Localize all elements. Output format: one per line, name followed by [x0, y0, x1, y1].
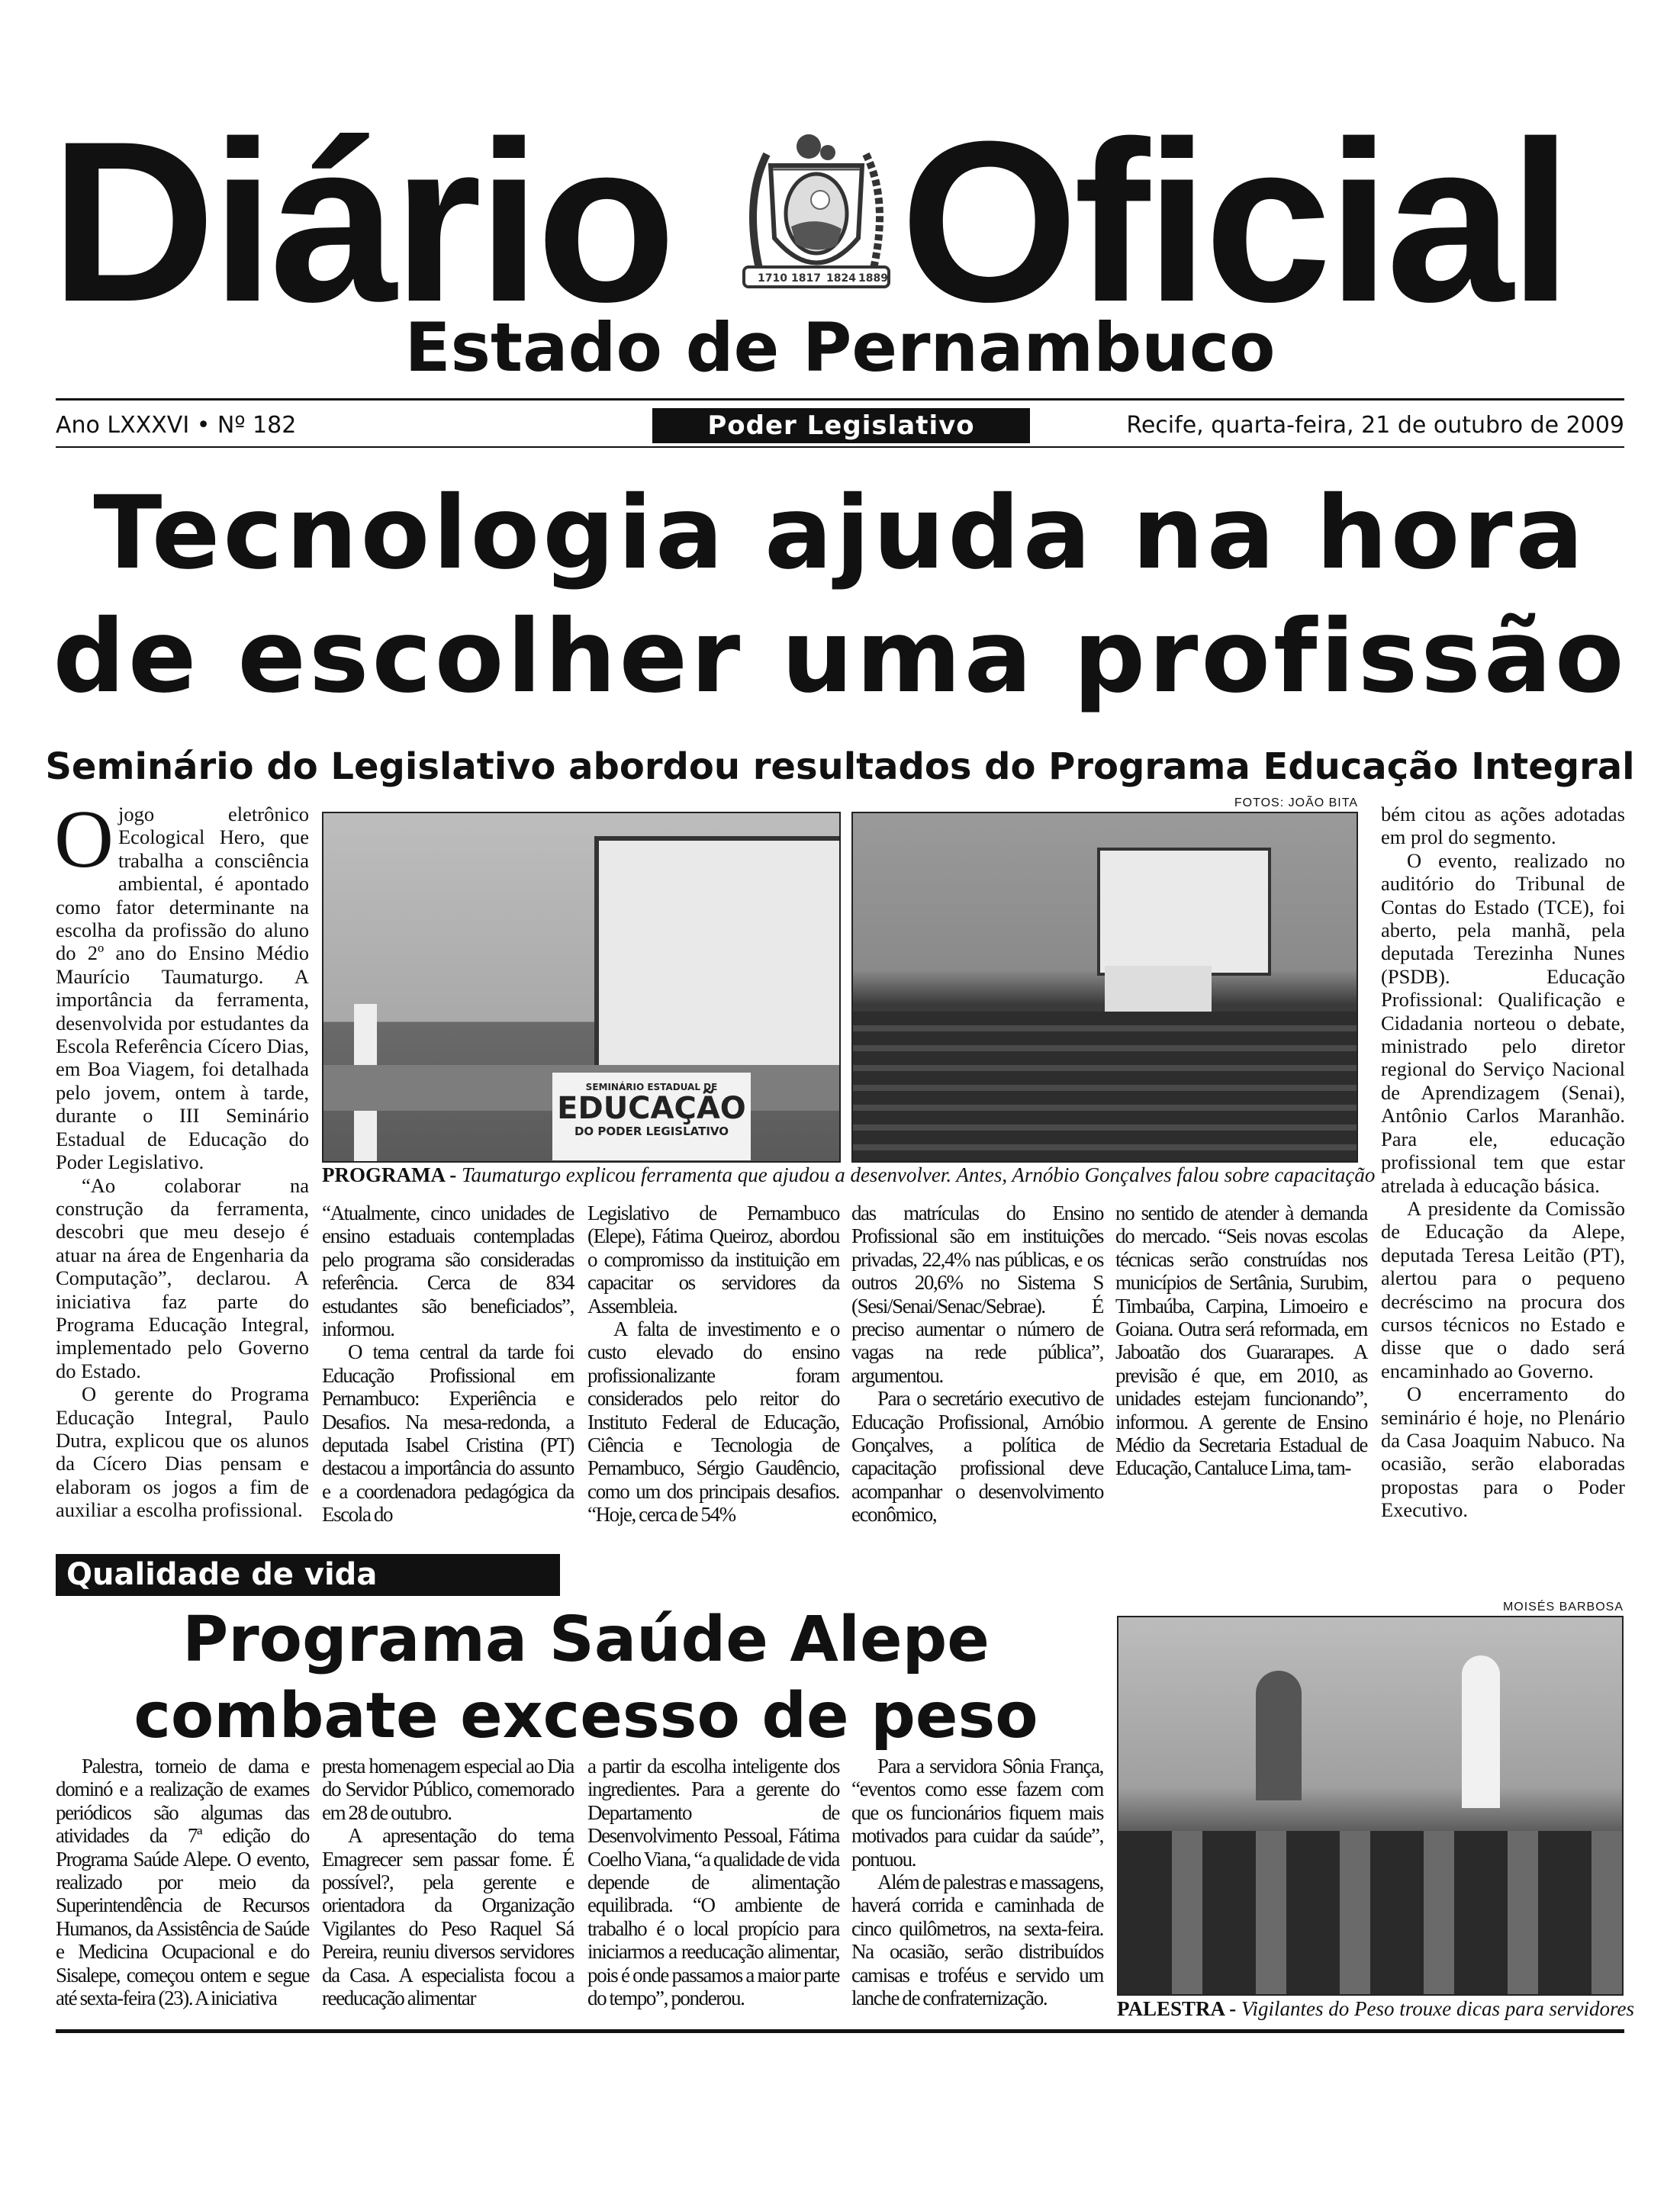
lead-column-2	[322, 1202, 574, 1527]
second-headline	[56, 1602, 1116, 1755]
lead-column-5	[1115, 1202, 1367, 1480]
speaker-figure	[1256, 1671, 1302, 1800]
caption-text: Taumaturgo explicou ferramenta que ajudou a desenvolver. Antes, Arnóbio Gonçalves falou sobre capacitação	[461, 1163, 1376, 1186]
lead-column-1	[54, 794, 309, 1522]
lead-photo-1	[322, 812, 841, 1163]
paragraph: Para o secretário executivo de Educação Profissional, Arnóbio Gonçalves, a política de capacitação profissional deve acompanhar o desenvolvimento econômico,	[851, 1387, 1103, 1527]
emblem-year: 1889	[858, 272, 888, 285]
paragraph: O encerramento do seminário é hoje, no Plenário da Casa Joaquim Nabuco. Na ocasião, serão elaboradas propostas para o Poder Executivo.	[1381, 1382, 1625, 1522]
paragraph: O tema central da tarde foi Educação Profissional em Pernambuco: Experiência e Desafios. Na mesa-redonda, a deputada Isabel Cristina (PT) destacou a importância do assunto e a coordenadora pedagógica da Escola do	[322, 1340, 574, 1527]
lead-subhead: Seminário do Legislativo abordou resultados do Programa Educação Integral	[45, 745, 1635, 788]
paragraph: O evento, realizado no auditório do Tribunal de Contas do Estado (TCE), foi aberto, pela manhã, pela deputada Terezinha Nunes (PSDB). Educação Profissional: Qualificação e Cidadania norteou o debate, ministrado pelo diretor regional do Serviço Nacional de Aprendizagem (Senai), Antônio Carlos Maranhão. Para ele, educação profissional tem que estar atrelada à educação básica.	[1381, 848, 1625, 1197]
paragraph: “Atualmente, cinco unidades de ensino estaduais contempladas pelo programa são consideradas referência. Cerca de 834 estudantes são beneficiados”, informou.	[322, 1202, 574, 1341]
lead-column-4	[851, 1202, 1103, 1527]
paragraph: Palestra, torneio de dama e dominó e a realização de exames periódicos são algumas das atividades da 7ª edição do Programa Saúde Alepe. O evento, realizado por meio da Superintendência de Recursos Humanos, da Assistência de Saúde e Medicina Ocupacional e do Sisalepe, começou ontem e segue até sexta-feira (23). A iniciativa	[56, 1755, 309, 2010]
lead-headline	[0, 471, 1680, 719]
lead-headline-line: Tecnologia ajuda na hora	[93, 475, 1587, 592]
lead-headline-line: de escolher uma profissão	[53, 598, 1627, 716]
emblem-year: 1710	[758, 272, 787, 285]
second-column-2	[322, 1755, 574, 2009]
paragraph: A falta de investimento e o custo elevado do ensino profissionalizante foram considerados pelo reitor do Instituto Federal de Educação, Ciência e Tecnologia de Pernambuco, Sérgio Gaudêncio, como um dos principais desafios. “Hoje, cerca de 54%	[587, 1317, 839, 1527]
second-headline-line: combate excesso de peso	[134, 1680, 1038, 1752]
paragraph: das matrículas do Ensino Profissional são em instituições privadas, 22,4% nas públicas, e os outros 20,6% no Sistema S (Sesi/Senai/Senac/Sebrae). É preciso aumentar o número de vagas na rede pública”, argumentou.	[851, 1202, 1103, 1387]
paragraph: A presidente da Comissão de Educação da Alepe, deputada Teresa Leitão (PT), alertou para o pequeno decréscimo na procura dos cursos técnicos no Estado e disse que o dado será encaminhado ao Governo.	[1381, 1196, 1625, 1382]
lead-photo-2	[851, 812, 1358, 1163]
seminar-banner	[552, 1073, 751, 1160]
section-label: Qualidade de vida	[56, 1554, 560, 1596]
paragraph: A apresentação do tema Emagrecer sem passar fome. É possível?, pela gerente e orientadora da Organização Vigilantes do Peso Raquel Sá Pereira, reuniu diversos servidores da Casa. A especialista focou a reeducação alimentar	[322, 1824, 574, 2010]
page-bottom-rule	[56, 2029, 1624, 2033]
banner-text: EDUCAÇÃO	[557, 1091, 746, 1126]
audience	[853, 1012, 1358, 1163]
projection-screen	[594, 836, 841, 1074]
paragraph: no sentido de atender à demanda do mercado. “Seis novas escolas técnicas serão construídas nos municípios de Sertânia, Surubim, Timbaúba, Carpina, Limoeiro e Goiana. Outra será reformada, em Jaboatão dos Guararapes. A previsão é que, em 2010, as unidades estejam funcionando”, informou. A gerente de Ensino Médio da Secretaria Estadual de Educação, Cantaluce Lima, tam-	[1115, 1202, 1367, 1480]
paragraph: presta homenagem especial ao Dia do Servidor Público, comemorado em 28 de outubro.	[322, 1755, 574, 1824]
paragraph: Legislativo de Pernambuco (Elepe), Fátima Queiroz, abordou o compromisso da instituição em capacitar os servidores da Assembleia.	[587, 1202, 839, 1317]
caption-label: PALESTRA -	[1117, 1997, 1237, 2020]
banner-text: DO PODER LEGISLATIVO	[574, 1124, 729, 1138]
paragraph: bém citou as ações adotadas em prol do segmento.	[1381, 803, 1625, 849]
audience	[1118, 1831, 1624, 1996]
emblem-year: 1817	[791, 272, 821, 285]
second-column-4	[851, 1755, 1103, 2009]
second-column-1	[56, 1755, 309, 2009]
drop-cap: O	[54, 794, 114, 885]
dateline: Recife, quarta-feira, 21 de outubro de 2009	[1126, 412, 1624, 439]
emblem-year: 1824	[826, 272, 856, 285]
paragraph: a partir da escolha inteligente dos ingredientes. Para a gerente do Departamento de Desenvolvimento Pessoal, Fátima Coelho Viana, “a qualidade de vida depende de alimentação equilibrada. “O ambiente de trabalho é o local propício para iniciarmos a reeducação alimentar, pois é onde passamos a maior parte do tempo”, ponderou.	[587, 1755, 839, 2010]
caption-text: Vigilantes do Peso trouxe dicas para servidores	[1241, 1997, 1634, 2020]
paragraph: “Ao colaborar na construção da ferramenta, descobri que meu desejo é atuar na área de Engenharia da Computação”, declarou. A iniciativa faz parte do Programa Educação Integral, implementado pelo Governo do Estado.	[56, 1173, 309, 1382]
masthead-top-rule	[56, 398, 1624, 401]
speaker-figure	[1462, 1655, 1500, 1808]
lead-photo-caption	[322, 1163, 1375, 1187]
second-photo-caption	[1117, 1997, 1634, 2021]
projection-screen	[1097, 848, 1271, 976]
issue-number: Ano LXXXVI • Nº 182	[56, 412, 297, 439]
paragraph: Para a servidora Sônia França, “eventos como esse fazem com que os funcionários fiquem mais motivados para cuidar da saúde”, pontuou.	[851, 1755, 1103, 1871]
lead-column-6	[1381, 803, 1625, 1522]
masthead-title-left: Diário	[50, 93, 672, 349]
photo-credit: FOTOS: JOÃO BITA	[1234, 796, 1358, 809]
banner-text: SEMINÁRIO ESTADUAL DE	[585, 1082, 718, 1092]
branch-label: Poder Legislativo	[652, 408, 1030, 443]
caption-label: PROGRAMA -	[322, 1163, 457, 1186]
masthead-state: Estado de Pernambuco	[404, 308, 1276, 387]
paragraph: Além de palestras e massagens, haverá corrida e caminhada de cinco quilômetros, na sexta-feira. Na ocasião, serão distribuídos camisas e troféus e servido um lanche de confraternização.	[851, 1871, 1103, 2010]
second-column-3	[587, 1755, 839, 2009]
paragraph: jogo eletrônico Ecological Hero, que trabalha a consciência ambiental, é apontado como fator determinante na escolha da profissão do aluno do 2º ano do Ensino Médio Maurício Taumaturgo. A importância da ferramenta, desenvolvida por estudantes da Escola Referência Cícero Dias, em Boa Viagem, foi detalhada pelo jovem, ontem à tarde, durante o III Seminário Estadual de Educação do Poder Legislativo.	[56, 803, 309, 1174]
masthead-title-right: Oficial	[900, 93, 1568, 349]
second-headline-line: Programa Saúde Alepe	[182, 1604, 990, 1676]
paragraph: O gerente do Programa Educação Integral, Paulo Dutra, explicou que os alunos da Cícero Dias pensam e elaboram os jogos a fim de auxiliar a escolha profissional.	[56, 1382, 309, 1522]
second-photo	[1117, 1616, 1624, 1996]
photo-credit: MOISÉS BARBOSA	[1502, 1601, 1624, 1613]
coat-of-arms-emblem	[736, 124, 896, 293]
masthead-bottom-rule	[56, 446, 1624, 448]
lead-column-3	[587, 1202, 839, 1527]
